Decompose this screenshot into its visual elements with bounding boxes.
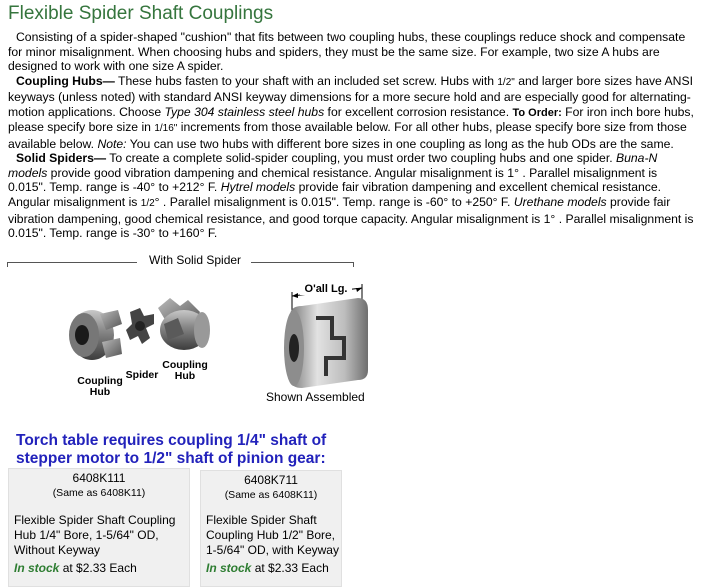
- in-stock-label: In stock: [206, 561, 252, 575]
- to-order-label: To Order:: [512, 106, 562, 119]
- stock-status: [9, 561, 189, 576]
- divider-tick: [353, 262, 354, 267]
- exploded-coupling-drawing: [62, 280, 222, 370]
- coupling-hubs-heading: Coupling Hubs—: [16, 73, 115, 88]
- part-number[interactable]: 6408K711: [244, 473, 298, 487]
- solid-spiders-heading: Solid Spiders—: [16, 151, 107, 166]
- product-description: Flexible Spider Shaft Coupling Hub 1/4" Bore, 1-5/64" OD, Without Keyway: [14, 513, 176, 557]
- product-card[interactable]: [200, 470, 342, 587]
- fraction: 1/16": [154, 123, 178, 135]
- fraction: 1/2": [497, 76, 515, 88]
- hubs-text: and larger bore sizes have ANSI keyways (unless noted) with standard ANSI keyway dimensions for a more secure hold and are especially good for alternating-motion applications. Choose: [8, 73, 693, 119]
- shown-assembled-caption: Shown Assembled: [266, 390, 365, 404]
- in-stock-label: In stock: [14, 561, 60, 575]
- section-divider: [7, 253, 354, 267]
- price: at $2.33 Each: [59, 561, 137, 575]
- part-number[interactable]: 6408K111: [72, 471, 126, 485]
- coupling-hubs-paragraph: [8, 74, 696, 152]
- product-description: Flexible Spider Shaft Coupling Hub 1/2" Bore, 1-5/64" OD, with Keyway: [206, 513, 339, 557]
- buna-n-label[interactable]: Buna-N models: [8, 151, 658, 180]
- coupling-hub-right-label: Coupling Hub: [162, 359, 208, 382]
- product-card[interactable]: [8, 468, 190, 587]
- same-as-note: (Same as 6408K11): [52, 487, 146, 499]
- torch-note-line-2: stepper motor to 1/2" shaft of pinion gear:: [16, 450, 326, 467]
- spider-label: Spider: [125, 369, 159, 381]
- same-as-note: (Same as 6408K11): [224, 489, 318, 501]
- intro-paragraph: Consisting of a spider-shaped "cushion" that fits between two coupling hubs, these couplings reduce shock and compensate for minor misalignment. When choosing hubs and spiders, they must be the same size. For example, two size A hubs are designed to work with one size A spider.: [8, 30, 686, 74]
- note-label: Note:: [97, 136, 127, 151]
- urethane-label[interactable]: Urethane models: [513, 195, 607, 210]
- spiders-text: provide good vibration dampening and chemical resistance. Angular misalignment is 1° . Parallel misalignment is 0.015". Temp. range is -40° to +212° F.: [8, 165, 658, 195]
- description-block: [8, 30, 696, 241]
- with-solid-spider-label: With Solid Spider: [149, 253, 242, 267]
- assembled-coupling-image: [270, 278, 380, 388]
- hubs-text: You can use two hubs with different bore sizes in one coupling as long as the hub ODs are the same.: [126, 136, 674, 151]
- hubs-text: These hubs fasten to your shaft with an included set screw. Hubs with: [114, 73, 498, 88]
- exploded-coupling-image: [62, 280, 222, 400]
- hubs-text: for excellent corrosion resistance.: [324, 104, 513, 119]
- torch-table-note: [16, 432, 326, 468]
- price: at $2.33 Each: [251, 561, 329, 575]
- torch-note-line-1: Torch table requires coupling 1/4" shaft of: [16, 432, 327, 449]
- overall-length-label: O'all Lg.: [300, 284, 352, 295]
- hubs-text: increments from those available below. For all other hubs, please specify bore size from those available below.: [8, 120, 687, 151]
- divider-line: [7, 262, 137, 263]
- page-title: Flexible Spider Shaft Couplings: [8, 3, 274, 24]
- stock-status: [201, 561, 341, 576]
- stainless-link[interactable]: Type 304 stainless steel hubs: [164, 104, 325, 119]
- coupling-hub-left-label: Coupling Hub: [77, 375, 123, 398]
- divider-line: [251, 262, 354, 263]
- hytrel-label[interactable]: Hytrel models: [220, 180, 296, 195]
- spiders-text: provide fair vibration dampening and excellent chemical resistance. Angular misalignment is: [8, 180, 662, 210]
- solid-spiders-paragraph: [8, 151, 696, 240]
- spiders-text: To create a complete solid-spider coupling, you must order two coupling hubs and one spider.: [106, 151, 616, 166]
- hubs-text: For iron inch bore hubs, please specify bore size in: [8, 104, 694, 135]
- spiders-text: provide fair vibration dampening, good chemical resistance, and good torque capacity. Angular misalignment is 1° . Parallel misalignment is 0.015". Temp. range is -30° to +160° F.: [8, 195, 694, 241]
- fraction: 1/2: [140, 198, 155, 210]
- spiders-text: ° . Parallel misalignment is 0.015". Temp. range is -60° to +250° F.: [154, 195, 514, 210]
